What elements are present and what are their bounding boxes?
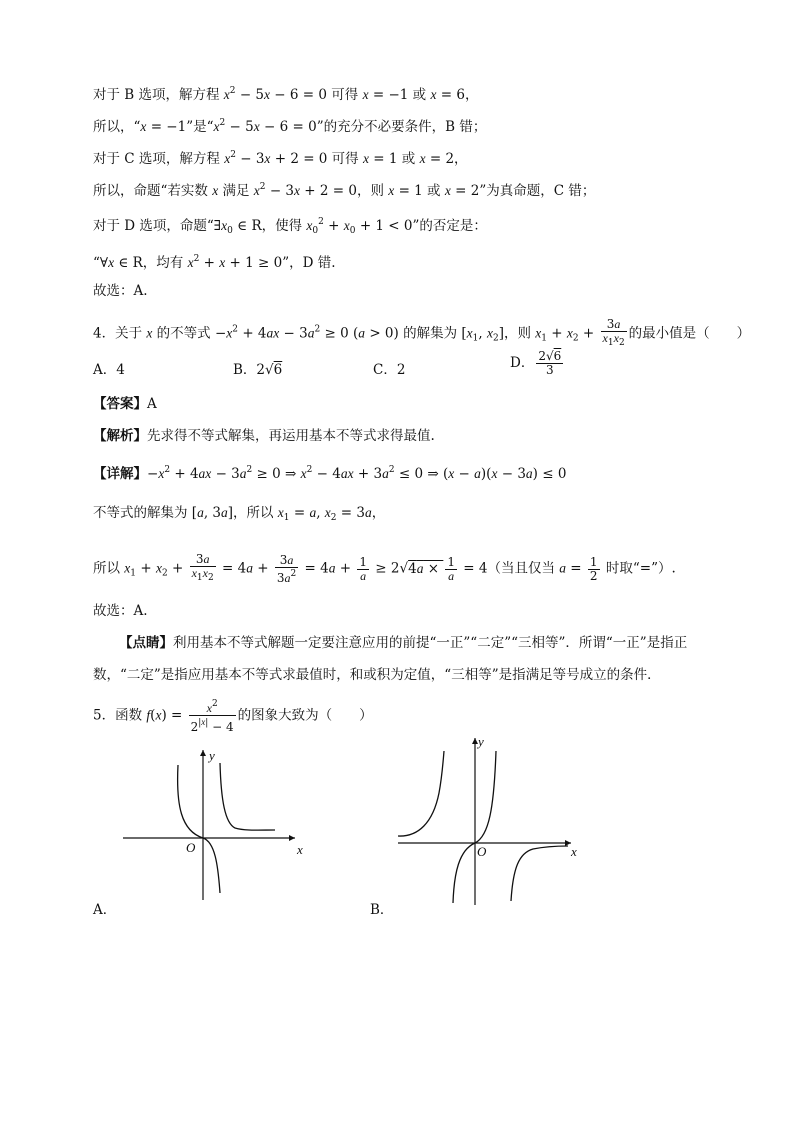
graph-b-origin-label: O <box>477 844 487 859</box>
graph-b-curve-upper-left <box>398 751 444 836</box>
graph-b <box>393 733 593 913</box>
comment-line-2: 数，“二定”是指应用基本不等式求最值时，和或积为定值，“三相等”是指满足等号成立的条件． <box>93 667 661 683</box>
graph-a-y-label: y <box>209 748 215 763</box>
answer-value: A <box>147 396 157 412</box>
q4-option-a: A．4 <box>93 362 125 378</box>
graph-b-x-label: x <box>571 844 577 859</box>
graph-a <box>115 745 315 910</box>
text-line-choose-a: 故选：A. <box>93 283 148 299</box>
analysis-tag: 【解析】 <box>93 428 147 444</box>
detail-tag: 【详解】 <box>93 466 147 482</box>
detail-choose-a: 故选：A. <box>93 603 148 619</box>
q4-option-c: C．2 <box>373 362 406 378</box>
detail-solution-set: 不等式的解集为 [a, 3a]，所以 $x_1 = a$, $x_2 = 3a$， <box>93 505 386 523</box>
graph-a-curve-right <box>220 763 275 830</box>
comment-line-1: 【点睛】利用基本不等式解题一定要注意应用的前提“一正”“二定”“三相等”．所谓“一正”是指正 <box>119 635 688 651</box>
detail-inequality: 所以 $x_1 + x_2$ + $\frac{3a}{x_1x_2}$ = 4a + $\frac{3a}{3a^2}$ = 4a + $\frac{1}{a}$ ≥ 2√4a × $\frac{1}{a}$ = 4（当且仅当 a = $\frac{1}{2}$ 时取“=”）. <box>93 552 676 585</box>
text-line-d-conclusion: “∀x ∈ R，均有 $x^2 + x + 1 \ge 0$”，D 错. <box>93 254 336 271</box>
q5-option-b: B． <box>370 902 394 918</box>
graph-a-curve-middle <box>178 765 220 893</box>
answer-tag: 【答案】 <box>93 396 147 412</box>
answer-line <box>93 395 157 413</box>
text-line-d-option: 对于 D 选项，命题“$\exists x_0$ ∈ R，使得 $x_0^2 + x_0 + 1 < 0$”的否定是： <box>93 217 487 236</box>
detail-line: 【详解】$-x^2 + 4ax - 3a^2 \ge 0$ ⇒ $x^2 - 4ax + 3a^2 \le 0$ ⇒ (x − a)(x − 3a) ≤ 0 <box>93 465 567 482</box>
q4-option-b: B．2√6 <box>233 362 283 378</box>
graph-a-origin-label: O <box>186 840 196 855</box>
q5-option-a: A． <box>93 902 117 918</box>
graph-b-y-label: y <box>478 734 484 749</box>
q4-option-d: D． $\frac{2√6}{3}$ <box>510 349 562 377</box>
analysis-text: 先求得不等式解集，再运用基本不等式求得最值. <box>147 428 435 444</box>
text-line-c-option: 对于 C 选项，解方程 $x^2 - 3x + 2 = 0$ 可得 x = 1 或 x = 2， <box>93 150 468 167</box>
graph-a-x-label: x <box>297 842 303 857</box>
graph-b-curve-right <box>511 846 568 901</box>
text-line-b-conclusion: 所以，“x = −1”是“$x^2 - 5x - 6 = 0$”的充分不必要条件，B 错； <box>93 118 487 135</box>
text-line-c-conclusion: 所以，命题“若实数 x 满足 $x^2 - 3x + 2 = 0$，则 x = 1 或 x = 2”为真命题，C 错； <box>93 182 596 199</box>
text-line-b-option: 对于 B 选项，解方程 $x^2 - 5x - 6 = 0$ 可得 x = −1 或 x = 6， <box>93 86 479 103</box>
comment-tag: 【点睛】 <box>119 635 173 651</box>
analysis-line <box>93 427 435 445</box>
question-5: 5．函数 f(x) = $\frac{x^2}{2^{|x|} - 4}$ 的图象大致为（ ） <box>93 699 373 734</box>
question-4: 4．关于 x 的不等式 $-x^2 + 4ax - 3a^2 \ge 0$ (a > 0) 的解集为 [$x_1$, $x_2$]，则 $x_1 + x_2$ + $\frac{3a}{x_1x_2}$ 的最小值是（ ） <box>93 317 751 348</box>
